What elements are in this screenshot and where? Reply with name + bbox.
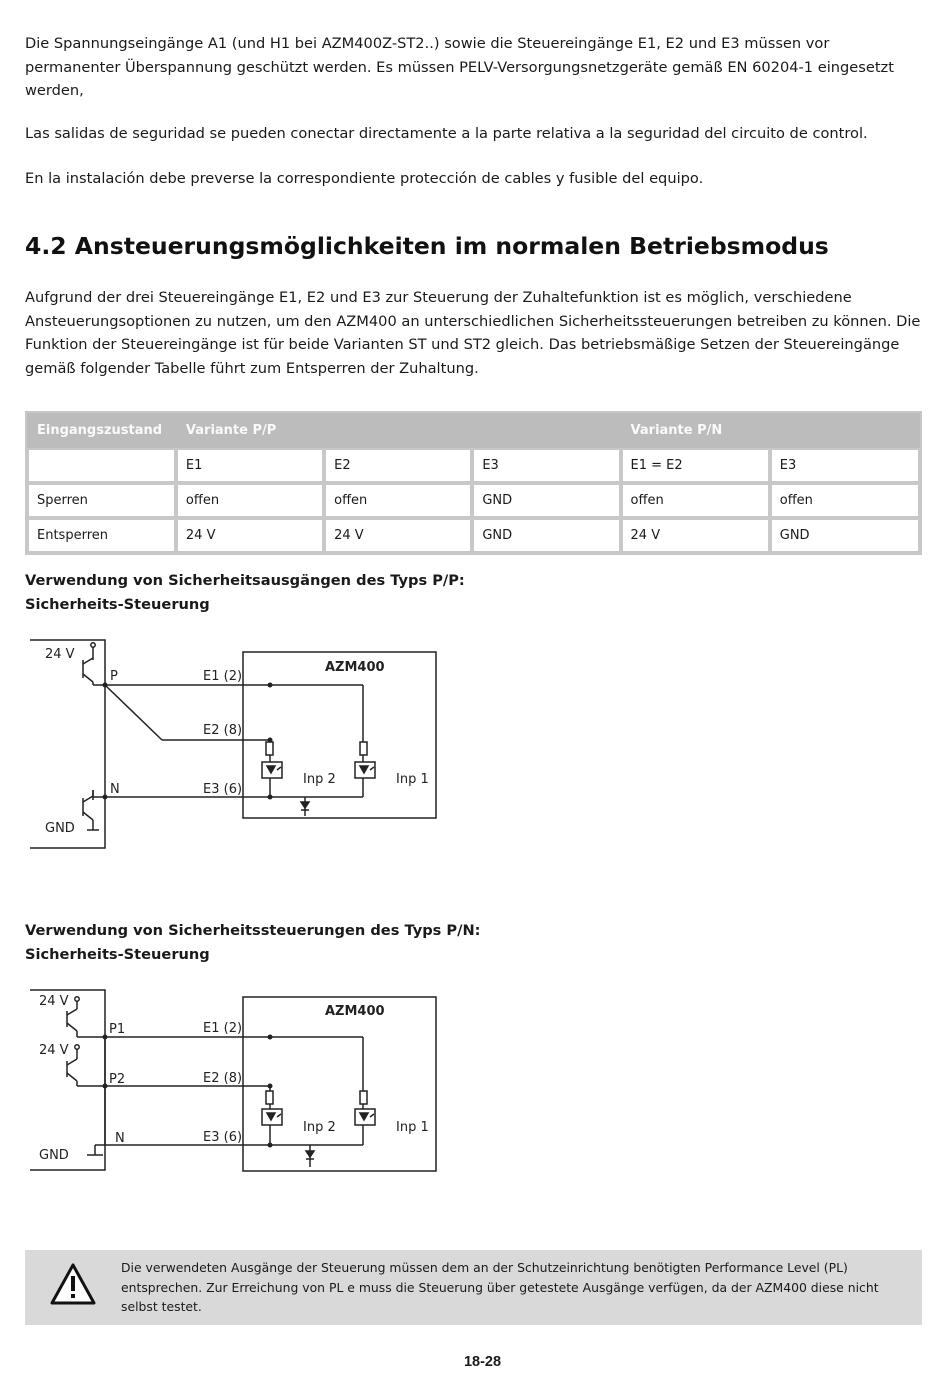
label-inp2: Inp 2 — [303, 1120, 336, 1135]
table-cell: offen — [621, 483, 770, 518]
label-azm400: AZM400 — [325, 660, 385, 675]
table-header-row — [27, 413, 920, 448]
label-e3: E3 (6) — [203, 782, 243, 797]
label-azm400: AZM400 — [325, 1004, 385, 1019]
intro-paragraph-1: Die Spannungseingänge A1 (und H1 bei AZM400Z-ST2..) sowie die Steuereingänge E1, E2 und E3 müssen vor permanenter Überspannung geschützt werden. Es müssen PELV-Versorgungsnetzgeräte gemäß EN 60204-1 eingesetzt werden, — [25, 35, 894, 99]
optocoupler-inp2-icon — [262, 742, 282, 797]
label-inp1: Inp 1 — [396, 1120, 429, 1135]
table-cell: offen — [176, 483, 324, 518]
table-cell: GND — [472, 518, 620, 553]
table-cell: offen — [770, 483, 920, 518]
table-cell: E3 — [770, 448, 920, 483]
table-cell — [27, 448, 176, 483]
table-header-cell: Variante P/P — [176, 413, 621, 448]
label-inp2: Inp 2 — [303, 772, 336, 787]
diagram-pn-title-line1: Verwendung von Sicherheitssteuerungen des Typs P/N: — [25, 922, 481, 939]
table-cell: E1 — [176, 448, 324, 483]
label-24v-a: 24 V — [39, 994, 69, 1009]
transistor-top-icon — [83, 643, 95, 685]
label-n: N — [110, 782, 120, 797]
circuit-diagram-pn — [25, 985, 445, 1175]
label-inp1: Inp 1 — [396, 772, 429, 787]
diode-icon — [306, 1145, 314, 1167]
table-cell: GND — [472, 483, 620, 518]
warning-text: Die verwendeten Ausgänge der Steuerung müssen dem an der Schutzeinrichtung benötigten Performance Level (PL) entsprechen. Zur Erreichung von PL e muss die Steuerung über getestete Ausgänge verfügen, da der AZM400 diese nicht selbst testet. — [121, 1260, 879, 1314]
diagram-pp-title — [25, 569, 465, 616]
label-p1: P1 — [109, 1022, 126, 1037]
optocoupler-inp1-icon — [355, 742, 375, 797]
table-cell: E3 — [472, 448, 620, 483]
transistor-bottom-icon — [83, 790, 99, 830]
table-header-cell: Eingangszustand — [27, 413, 176, 448]
section-paragraph: Aufgrund der drei Steuereingänge E1, E2 und E3 zur Steuerung der Zuhaltefunktion ist es möglich, verschiedene Ansteuerungsoptionen zu nutzen, um den AZM400 an unterschiedlichen Sicherheitssteuerungen betreiben zu können. Die Funktion der Steuereingänge ist für beide Varianten ST und ST2 gleich. Das betriebsmäßige Setzen der Steuereingänge gemäß folgender Tabelle führt zum Entsperren der Zuhaltung. — [25, 289, 921, 377]
diagram-pn-title-line2: Sicherheits-Steuerung — [25, 945, 210, 963]
table-subheader-row — [27, 448, 920, 483]
diode-icon — [301, 797, 309, 816]
label-24v: 24 V — [45, 647, 75, 662]
label-n: N — [115, 1131, 125, 1146]
warning-box — [25, 1250, 922, 1325]
table-row — [27, 483, 920, 518]
table-cell: GND — [770, 518, 920, 553]
table-cell: Entsperren — [27, 518, 176, 553]
page-number: 18-28 — [463, 1354, 502, 1370]
table-cell: E1 = E2 — [621, 448, 770, 483]
optocoupler-inp1-icon — [355, 1091, 375, 1145]
table-cell: 24 V — [621, 518, 770, 553]
label-e2: E2 (8) — [203, 1071, 243, 1086]
label-e1: E1 (2) — [203, 669, 243, 684]
intro-paragraph-3: En la instalación debe preverse la correspondiente protección de cables y fusible del equipo. — [25, 170, 704, 187]
diagram-pp-title-line1: Verwendung von Sicherheitsausgängen des Typs P/P: — [25, 572, 465, 589]
circuit-diagram-pp — [25, 630, 445, 855]
table-header-cell: Variante P/N — [621, 413, 920, 448]
intro-paragraph-2: Las salidas de seguridad se pueden conectar directamente a la parte relativa a la seguridad del circuito de control. — [25, 125, 868, 142]
input-state-table — [25, 411, 922, 555]
warning-triangle-icon — [49, 1262, 97, 1306]
table-cell: offen — [324, 483, 472, 518]
transistor-p1-icon — [67, 997, 79, 1037]
section-heading: 4.2 Ansteuerungsmöglichkeiten im normalen Betriebsmodus — [25, 232, 829, 260]
diagram-pn-title — [25, 919, 481, 966]
controller-outline — [30, 640, 105, 848]
optocoupler-inp2-icon — [262, 1091, 282, 1145]
label-p: P — [110, 669, 118, 684]
diagram-pp-title-line2: Sicherheits-Steuerung — [25, 595, 210, 613]
azm400-box — [243, 652, 436, 818]
table-cell: 24 V — [176, 518, 324, 553]
label-gnd: GND — [39, 1148, 69, 1163]
table-cell: E2 — [324, 448, 472, 483]
label-e1: E1 (2) — [203, 1021, 243, 1036]
label-24v-b: 24 V — [39, 1043, 69, 1058]
table-row — [27, 518, 920, 553]
label-e3: E3 (6) — [203, 1130, 243, 1145]
label-p2: P2 — [109, 1072, 126, 1087]
label-e2: E2 (8) — [203, 723, 243, 738]
table-cell: Sperren — [27, 483, 176, 518]
table-cell: 24 V — [324, 518, 472, 553]
label-gnd: GND — [45, 821, 75, 836]
transistor-p2-icon — [67, 1045, 79, 1086]
